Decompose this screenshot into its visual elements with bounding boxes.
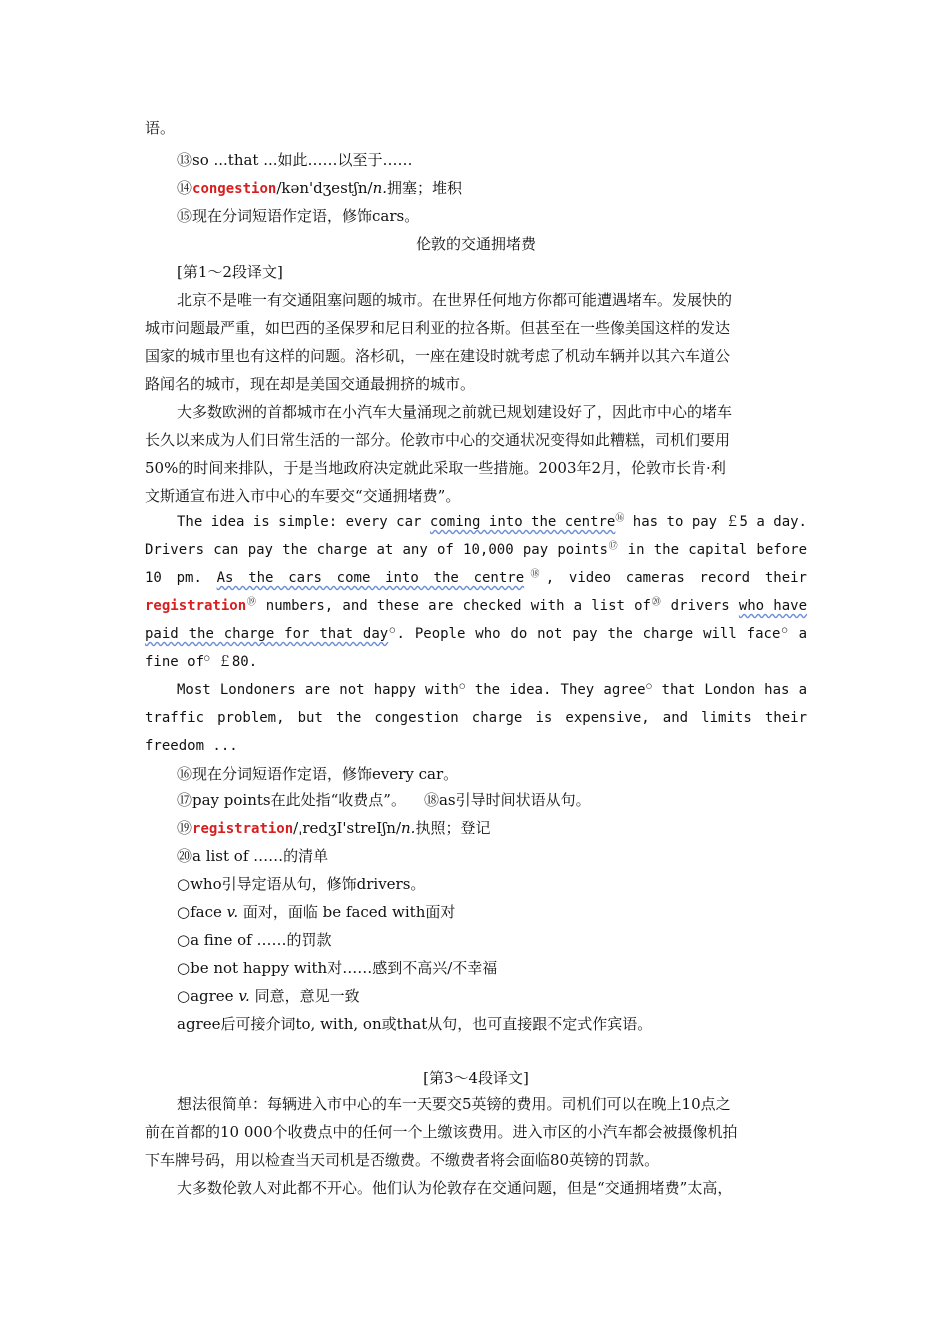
part-of-speech: n.: [372, 179, 388, 197]
cn-line: 下车牌号码，用以检查当天司机是否缴费。不缴费者将会面临80英镑的罚款。: [145, 1151, 660, 1169]
en-line: freedom ...: [145, 738, 238, 754]
underlined-phrase: coming into the centre: [429, 514, 616, 530]
cn-line: 前在首都的10 000个收费点中的任何一个上缴该费用。进入市区的小汽车都会被摄像机拍: [145, 1123, 738, 1141]
note-ref: ○: [388, 625, 397, 636]
text-line: 语。: [145, 119, 176, 137]
text: Drivers can pay the charge at any of 10,000 pay points: [145, 542, 608, 558]
definition: 拥塞；堆积: [387, 179, 463, 197]
text: ○agree: [177, 987, 239, 1005]
section-label: [第1～2段译文]: [177, 263, 283, 281]
cn-line: 想法很简单：每辆进入市中心的车一天要交5英镑的费用。司机们可以在晚上10点之: [177, 1095, 731, 1113]
underlined-phrase: As the cars come into the centre: [216, 570, 525, 586]
text: 10 pm.: [145, 570, 217, 586]
cn-line: 城市问题最严重，如巴西的圣保罗和尼日利亚的拉各斯。但甚至在一些像美国这样的发达: [145, 319, 731, 337]
text: 面对，面临 be faced with面对: [238, 903, 456, 921]
text: , video cameras record their: [545, 570, 807, 586]
text: fine of: [145, 654, 205, 670]
text: Most Londoners are not happy with: [177, 682, 459, 698]
part-of-speech: v.: [226, 903, 239, 921]
note-21: ○who引导定语从句，修饰drivers。: [177, 875, 426, 893]
article-title: 伦敦的交通拥堵费: [415, 235, 536, 253]
text: that London has a: [652, 682, 808, 698]
note-num: ⑭: [177, 179, 193, 197]
text: ○face: [177, 903, 227, 921]
text: numbers, and these are checked with a list of: [256, 598, 651, 614]
note-23: ○a fine of ……的罚款: [177, 931, 332, 949]
cn-line: 北京不是唯一有交通阻塞问题的城市。在世界任何地方你都可能遭遇堵车。发展快的: [177, 291, 733, 309]
phonetic: /kən'dʒestʃn/: [276, 179, 373, 197]
text: in the capital before: [618, 542, 807, 558]
text: has to pay ￡5 a day.: [624, 514, 807, 530]
note-ref: ⑯: [615, 513, 625, 524]
text: the idea. They agree: [465, 682, 646, 698]
cn-line: 国家的城市里也有这样的问题。洛杉矶，一座在建设时就考虑了机动车辆并以其六车道公: [145, 347, 731, 365]
vocab-word: congestion: [192, 181, 277, 197]
en-line: [145, 540, 807, 560]
cn-line: 长久以来成为人们日常生活的一部分。伦敦市中心的交通状况变得如此糟糕，司机们要用: [145, 431, 731, 449]
en-line: traffic problem, but the congestion charge is expensive, and limits their: [145, 710, 807, 726]
en-line: [145, 596, 807, 616]
note-25: [177, 986, 807, 1006]
text: The idea is simple: every car: [177, 514, 430, 530]
section-label: [第3～4段译文]: [423, 1069, 529, 1087]
text: drivers: [661, 598, 739, 614]
text: 同意，意见一致: [249, 987, 360, 1005]
underlined-phrase: paid the charge for that day: [145, 626, 389, 642]
note-16: ⑯现在分词短语作定语，修饰every car。: [177, 765, 459, 783]
en-line: [145, 624, 807, 644]
cn-line: 大多数欧洲的首都城市在小汽车大量涌现之前就已规划建设好了，因此市中心的堵车: [177, 403, 733, 421]
note-19: [177, 818, 807, 839]
text: . People who do not pay the charge will face: [396, 626, 781, 642]
cn-line: 文斯通宣布进入市中心的车要交“交通拥堵费”。: [145, 487, 461, 505]
note-26: agree后可接介词to, with, on或that从句，也可直接跟不定式作宾语。: [177, 1015, 653, 1033]
vocab-word: registration: [192, 821, 294, 837]
part-of-speech: v.: [238, 987, 250, 1005]
cn-line: 大多数伦敦人对此都不开心。他们认为伦敦存在交通问题，但是“交通拥堵费”太高，: [177, 1179, 733, 1197]
note-ref: ⑳: [651, 597, 662, 608]
note-14: [177, 178, 807, 199]
part-of-speech: n.: [401, 819, 416, 837]
note-ref: ○: [458, 681, 466, 692]
text: ￡80.: [209, 654, 258, 670]
vocab-word: registration: [145, 598, 247, 614]
note-20: ⑳a list of ……的清单: [177, 847, 329, 865]
note-17-18: [177, 790, 807, 810]
note-ref: ⑱: [524, 569, 546, 580]
en-line: [145, 568, 807, 588]
en-line: [177, 680, 807, 700]
cn-line: 路闻名的城市，现在却是美国交通最拥挤的城市。: [145, 375, 476, 393]
note-18: ⑱as引导时间状语从句。: [423, 791, 591, 809]
note-ref: ⑰: [607, 541, 619, 552]
note-22: [177, 902, 807, 922]
phonetic: /ˌredʒI'streIʃn/: [293, 819, 401, 837]
note-ref: ⑲: [246, 597, 257, 608]
text: a: [788, 626, 808, 642]
cn-line: 50%的时间来排队，于是当地政府决定就此采取一些措施。2003年2月，伦敦市长肯·利: [145, 459, 726, 477]
note-13: ⑬so ...that ...如此……以至于……: [177, 151, 413, 169]
en-line: [177, 512, 807, 532]
note-ref: ○: [780, 625, 789, 636]
definition: 执照；登记: [415, 819, 491, 837]
note-17: ⑰pay points在此处指“收费点”。: [177, 791, 406, 809]
underlined-phrase: who have: [738, 598, 807, 614]
note-15: ⑮现在分词短语作定语，修饰cars。: [177, 207, 420, 225]
note-24: ○be not happy with对……感到不高兴/不幸福: [177, 959, 498, 977]
en-line: [145, 652, 807, 672]
note-num: ⑲: [177, 819, 193, 837]
note-ref: ○: [204, 653, 210, 664]
note-ref: ○: [645, 681, 653, 692]
